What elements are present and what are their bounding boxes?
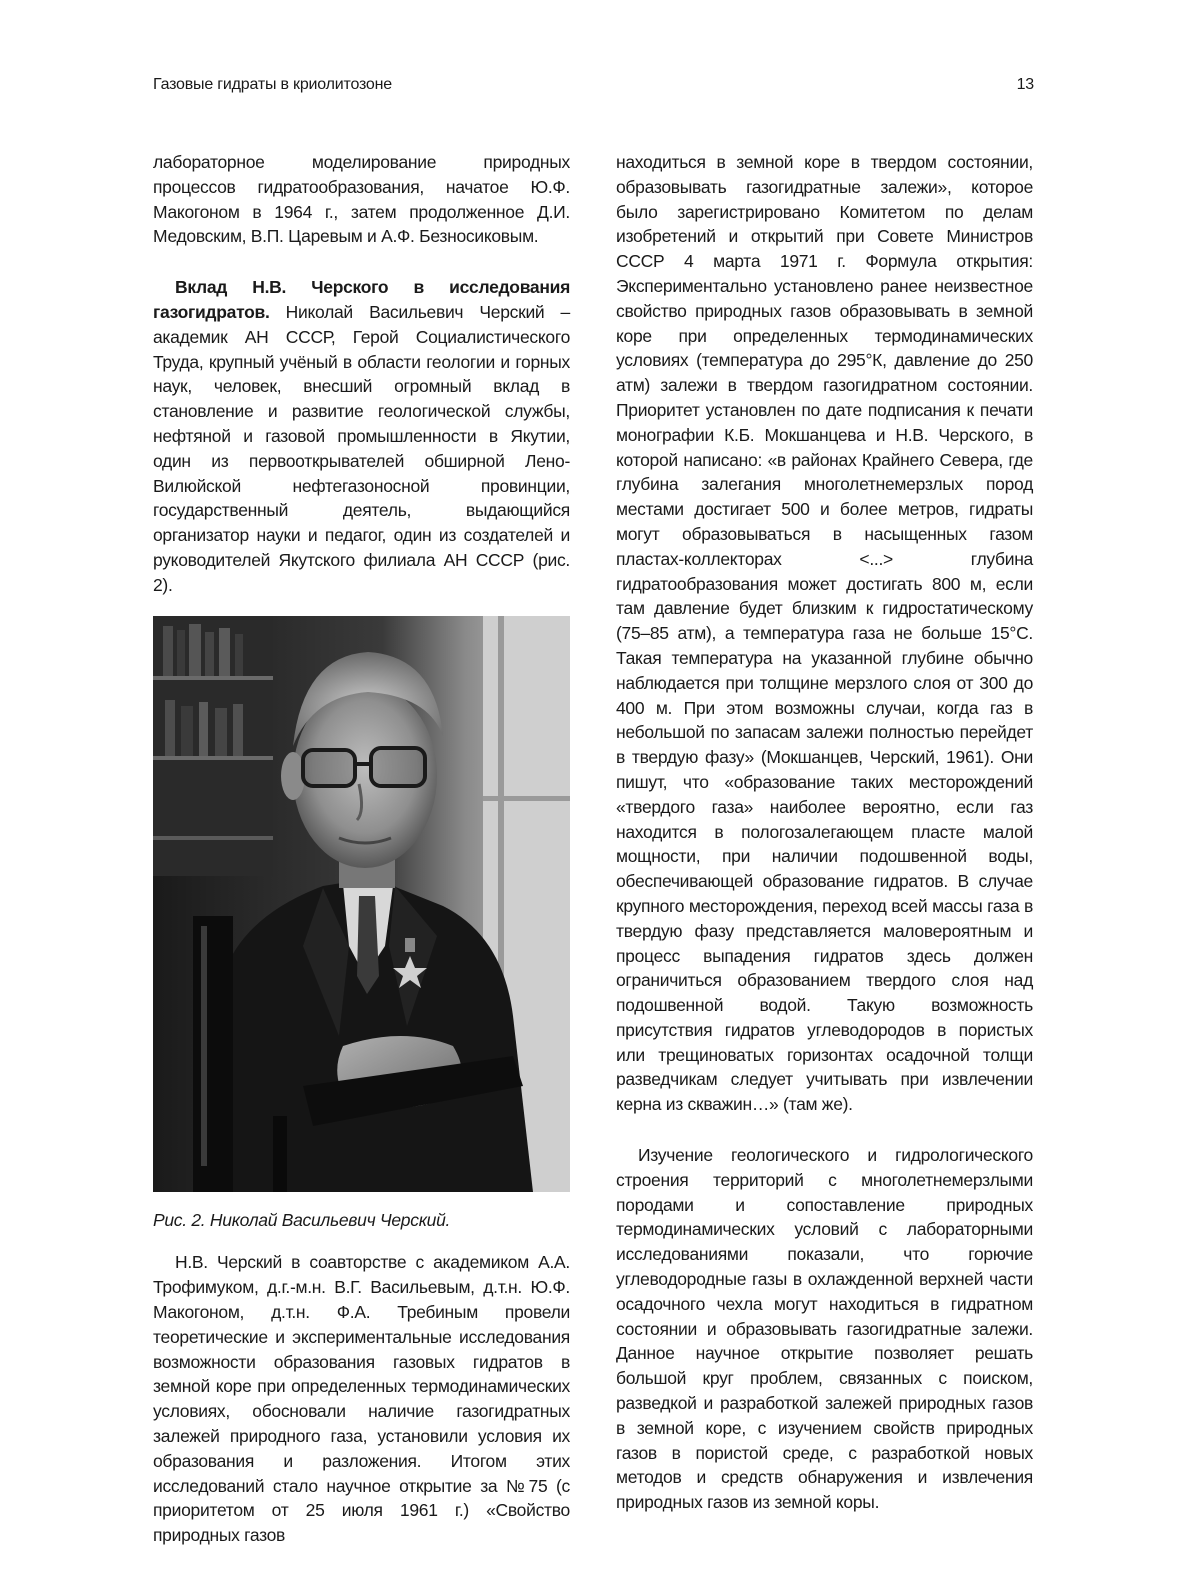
right-column [616,150,1033,1515]
section-heading: Вклад Н.В. Черского в исследования газогидратов. [153,277,570,322]
paragraph: лабораторное моделирование природных процессов гидратообразования, начатое Ю.Ф. Макогоном в 1964 г., затем продолженное Д.И. Медовским, В.П. Царевым и А.Ф. Безносиковым. [153,152,570,247]
running-title: Газовые гидраты в криолитозоне [153,76,392,93]
paragraph [153,275,570,597]
page-header [153,76,1034,100]
page-number: 13 [1016,76,1034,93]
paragraph: находиться в земной коре в твердом состоянии, образовывать газогидратные залежи», которое было зарегистрировано Комитетом по делам изобретений и открытий при Совете Министров СССР 4 марта 1971 г. Формула открытия: Экспериментально установлено ранее неизвестное свойство природных газов образовывать в земной коре при определенных термодинамических условиях (температура до 295°К, давление до 250 атм) залежи в твердом газогидратном состоянии. Приоритет установлен по дате подписания к печати монографии К.Б. Мокшанцева и Н.В. Черского, в которой написано: «в районах Крайнего Севера, где глубина залегания многолетнемерзлых пород местами достигает 500 и более метров, гидраты могут образовываться в насыщенных газом пластах-коллекторах <...> глубина гидратообразования может достигать 800 м, если там давление будет близким к гидростатическому (75–85 атм), а температура газа не больше 15°С. Такая температура на указанной глубине обычно наблюдается при толщине мерзлого слоя от 300 до 400 м. При этом возможны случаи, когда газ в небольшой по запасам залежи полностью перейдет в твердую фазу» (Мокшанцев, Черский, 1961). Они пишут, что «образование таких месторождений «твердого газа» наиболее вероятно, если газ находится в пологозалегающем пласте малой мощности, при наличии подошвенной воды, обеспечивающей образование гидратов. В случае крупного месторождения, переход всей массы газа в твердую фазу представляется маловероятным и процесс выпадения гидратов здесь должен ограничиться образованием твердого слоя над подошвенной водой. Такую возможность присутствия гидратов углеводородов в пористых или трещиноватых горизонтах осадочной толщи разведчикам следует учитывать при извлечении керна из скважин…» (там же). [616,152,1033,1115]
portrait-photo-image [153,616,570,1192]
left-column [153,150,570,1548]
portrait-photo [153,616,570,1192]
paragraph-text: Николай Васильевич Черский – академик АН СССР, Герой Социалистического Труда, крупный учёный в области геологии и горных наук, человек, внесший огромный вклад в становление и развитие геологической службы, нефтяной и газовой промышленности в Якутии, один из первооткрывателей обширной Лено-Вилюйской нефтегазоносной провинции, государственный деятель, выдающийся организатор науки и педагог, один из создателей и руководителей Якутского филиала АН СССР (рис. 2). [153,301,570,595]
paragraph: Изучение геологического и гидрологического строения территорий с многолетнемерзлыми породами и сопоставление природных термодинамических условий с лабораторными исследованиями показали, что горючие углеводородные газы в охлажденной верхней части осадочного чехла могут находиться в гидратном состоянии и образовывать газогидратные залежи. Данное научное открытие позволяет решать большой круг проблем, связанных с поиском, разведкой и разработкой залежей природных газов в земной коре, с изучением свойств природных газов в пористой среде, с разработкой новых методов и средств обнаружения и извлечения природных газов из земной коры. [616,1145,1033,1513]
paragraph: Н.В. Черский в соавторстве с академиком А.А. Трофимуком, д.г.-м.н. В.Г. Васильевым, д.т.н. Ю.Ф. Макогоном, д.т.н. Ф.А. Требиным провели теоретические и экспериментальные исследования возможности образования газовых гидратов в земной коре при определенных термодинамических условиях, обосновали наличие газогидратных залежей природного газа, установили условия их образования и разложения. Итогом этих исследований стало научное открытие за №75 (с приоритетом от 25 июля 1961 г.) «Свойство природных газов [153,1252,570,1546]
figure-caption: Рис. 2. Николай Васильевич Черский. [153,1209,451,1230]
